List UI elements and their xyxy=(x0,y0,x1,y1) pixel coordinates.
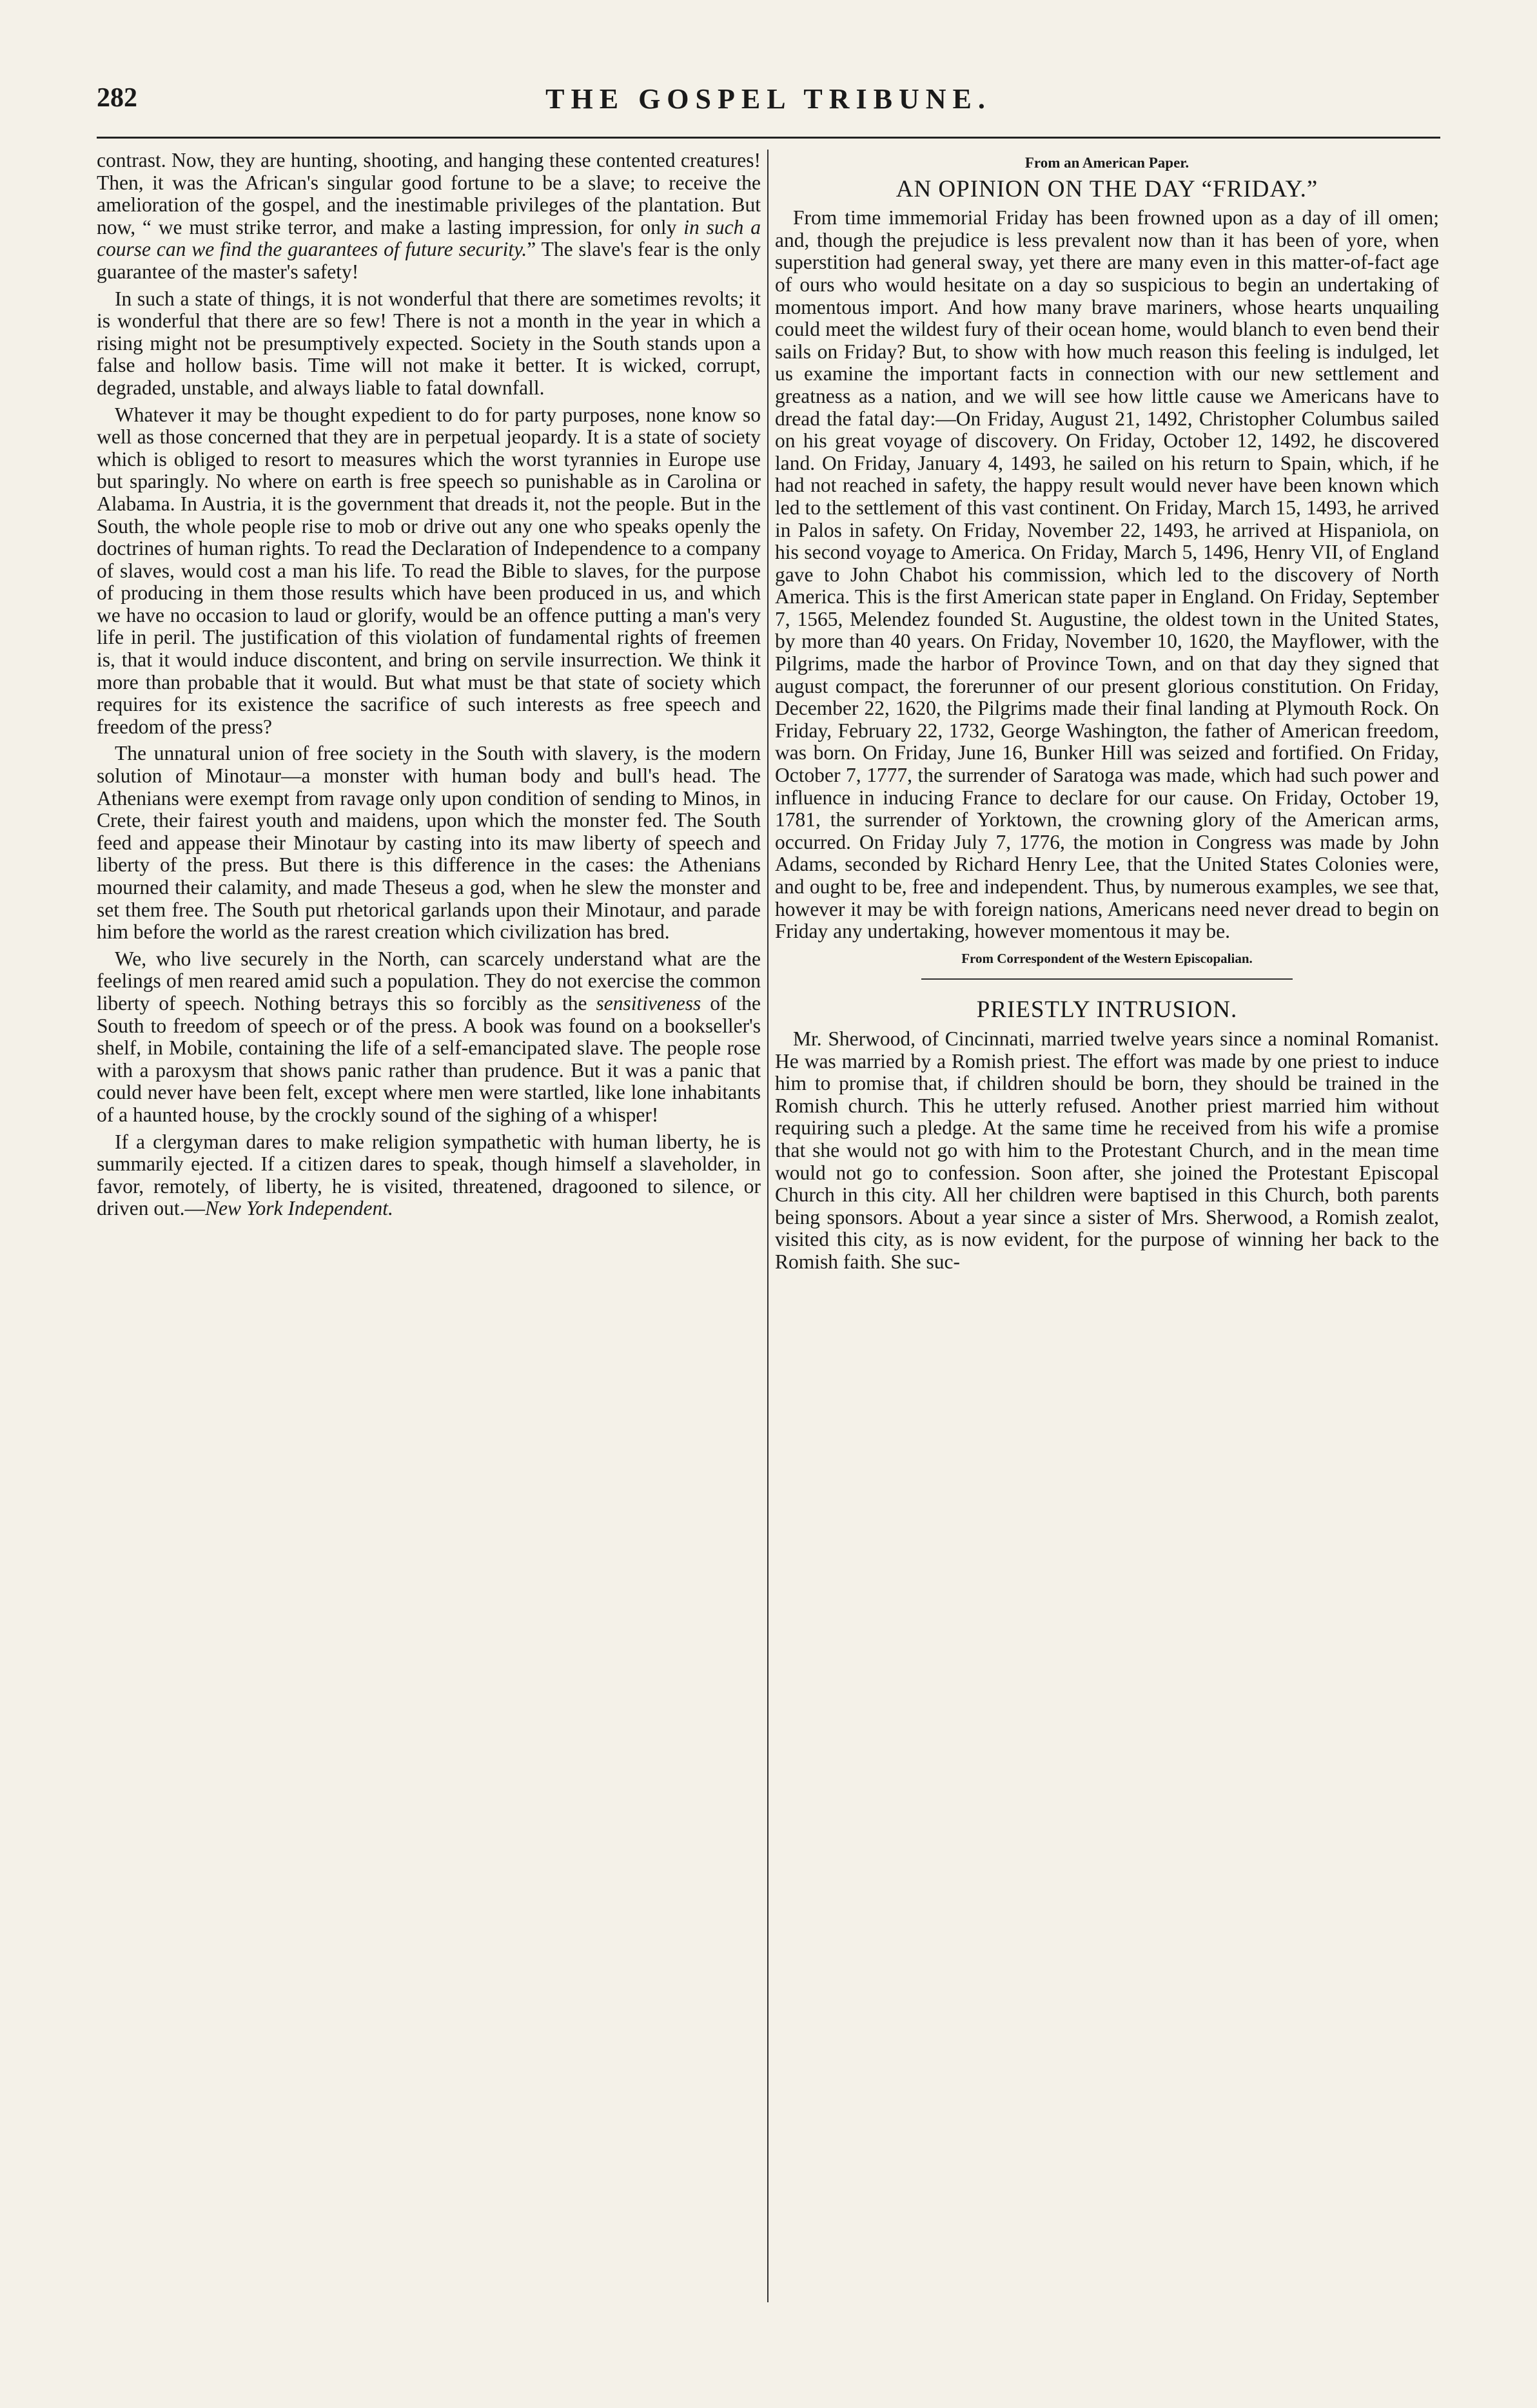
column-divider xyxy=(767,150,768,2302)
article-body-friday: From time immemorial Friday has been frowned upon as a day of ill omen; and, though the prejudice is less prevalent now than it has been of yore, when superstition had general sway, yet there are many even in this matter-of-fact age of ours who would hesitate on a day so suspicious to begin an undertaking of momentous import. And how many brave mariners, whose hearts unquailing could meet the wildest fury of their ocean home, would blanch to even bend their sails on Friday? But, to show with how much reason this feeling is indulged, let us examine the important facts in connection with our new settlement and greatness as a nation, and we will see how little cause we Americans have to dread the fatal day:—On Friday, August 21, 1492, Christopher Columbus sailed on his great voyage of discovery. On Friday, October 12, 1492, he discovered land. On Friday, January 4, 1493, he sailed on his return to Spain, which, if he had not reached in safety, the happy result would never have been known which led to the settlement of this vast continent. On Friday, March 15, 1493, he arrived in Palos in safety. On Friday, November 22, 1493, he arrived at Hispaniola, on his second voyage to America. On Friday, March 5, 1496, Henry VII, of England gave to John Chabot his commission, which led to the discovery of North America. This is the first American state paper in England. On Friday, September 7, 1565, Melendez founded St. Augustine, the oldest town in the United States, by more than 40 years. On Friday, November 10, 1620, the Mayflower, with the Pilgrims, made the harbor of Province Town, and on that day they signed that august compact, the forerunner of our present glorious constitution. On Friday, December 22, 1620, the Pilgrims made their final landing at Plymouth Rock. On Friday, February 22, 1732, George Washington, the father of American freedom, was born. On Friday, June 16, Bunker Hill was seized and fortified. On Friday, October 7, 1777, the surrender of Saratoga was made, which had such power and influence in inducing France to declare for our cause. On Friday, October 19, 1781, the surrender of Yorktown, the crowning glory of the American arms, occurred. On Friday July 7, 1776, the motion in Congress was made by John Adams, seconded by Richard Henry Lee, that the United States Colonies were, and ought to be, free and independent. Thus, by numerous examples, we see that, however it may be with foreign nations, Americans need never dread to begin on Friday any undertaking, however momentous it may be. xyxy=(775,206,1439,943)
paragraph-state-of-things: In such a state of things, it is not wonderful that there are sometimes revolts; it is wonderful that there are so few! There is not a month in the year in which a rising might not be presumptively expected. Society in the South stands upon a false and hollow basis. Time will not make it better. It is wicked, corrupt, degraded, unstable, and always liable to fatal downfall. xyxy=(97,287,761,399)
article-body-priestly: Mr. Sherwood, of Cincinnati, married twelve years since a nominal Romanist. He was married by a Romish priest. The effort was made by one priest to induce him to promise that, if children should be born, they should be trained in the Romish church. This he utterly refused. Another priest married him without requiring such a pledge. At the same time he received from his wife a promise that she would not go with him to the Protestant Church, and in the mean time would not go to confession. Soon after, she joined the Protestant Episcopal Church in this city. All her children were baptised in this Church, both parents being sponsors. About a year since a sister of Mrs. Sherwood, a Romish zealot, visited this city, as is now evident, for the purpose of winning her back to the Romish faith. She suc- xyxy=(775,1027,1439,1273)
section-divider xyxy=(921,978,1293,980)
paragraph-text: We, who live securely in the North, can scarcely understand what are the feelings of men reared amid such a population. They do not exercise the common liberty of speech. Nothing betrays this so forcibly as the xyxy=(97,947,761,1015)
journal-title: THE GOSPEL TRIBUNE. xyxy=(545,83,992,115)
article-title-friday: AN OPINION ON THE DAY “FRIDAY.” xyxy=(896,175,1318,202)
right-column xyxy=(775,150,1439,1278)
article-title-priestly: PRIESTLY INTRUSION. xyxy=(976,996,1238,1024)
paragraph-clergyman xyxy=(97,1131,761,1220)
page-number: 282 xyxy=(97,83,137,113)
paragraph-minotaur: The unnatural union of free society in the South with slavery, is the modern solution of Minotaur—a monster with human body and bull's head. The Athenians were exempt from ravage only upon condition of sending to Minos, in Crete, their fairest youth and maidens, upon which the monster fed. The South feed and appease their Minotaur by casting into its maw liberty of speech and liberty of the press. But there is this difference in the cases: the Athenians mourned their calamity, and made Theseus a god, when he slew the monster and set them free. The South put rhetorical garlands upon their Minotaur, and parade him before the world as the rarest creation which civilization has bred. xyxy=(97,742,761,944)
source-attribution: New York Independent. xyxy=(204,1197,393,1220)
paragraph-text: If a clergyman dares to make religion sympathetic with human liberty, he is summarily ejected. If a citizen dares to speak, though himself a slaveholder, in favor, remotely, of liberty, he is visited, threatened, dragooned to silence, or driven out.— xyxy=(97,1130,761,1220)
paragraph-north xyxy=(97,948,761,1127)
running-head xyxy=(97,83,1440,128)
article-source: From an American Paper. xyxy=(1024,155,1189,171)
paragraph-party-purposes: Whatever it may be thought expedient to do for party purposes, none know so well as those concerned that they are in perpetual jeopardy. It is a state of society which is obliged to resort to measures which the worst tyrannies in Europe use but sparingly. No where on earth is free speech so punishable as in Carolina or Alabama. In Austria, it is the government that dreads it, not the people. But in the South, the whole people rise to mob or drive out any one who speaks openly the doctrines of human rights. To read the Declaration of Independence to a company of slaves, would cost a man his life. To read the Bible to slaves, for the purpose of producing in them those results which have been produced in us, and which we have no occasion to laud or glorify, would be an offence putting a man's very life in peril. The justification of this violation of fundamental rights of freemen is, that it would induce discontent, and bring on servile insurrection. We think it more than probable that it would. But what must be that state of society which requires for its existence the sacrifice of such interests as free speech and freedom of the press? xyxy=(97,403,761,738)
paragraph-text: contrast. Now, they are hunting, shooting, and hanging these contented creatures! Then, it was the African's singular good fortune to be a slave; to receive the amelioration of the gospel, and the inestimable privileges of the plantation. But now, “ we must strike terror, and make a lasting impression, for only xyxy=(97,149,761,238)
left-column xyxy=(97,150,761,1225)
italic-word: sensitiveness xyxy=(596,991,701,1015)
paragraph-text: ” The slave's fear is the only guarantee of the master's safety! xyxy=(97,238,761,283)
paragraph-contrast xyxy=(97,150,761,284)
italic-quote: in such a course can we find the guarantees of future security. xyxy=(97,215,761,261)
paragraph-text: of the South to freedom of speech or of the press. A book was found on a bookseller's shelf, in Mobile, containing the life of a self-emancipated slave. The people rose with a paroxysm that shows panic rather than prudence. But it was a panic that could never have been felt, except where men were startled, like lone inhabitants of a haunted house, by the crockly sound of the sighing of a whisper! xyxy=(97,991,761,1126)
article-credit: From Correspondent of the Western Episcopalian. xyxy=(961,950,1253,966)
header-rule xyxy=(97,137,1440,139)
